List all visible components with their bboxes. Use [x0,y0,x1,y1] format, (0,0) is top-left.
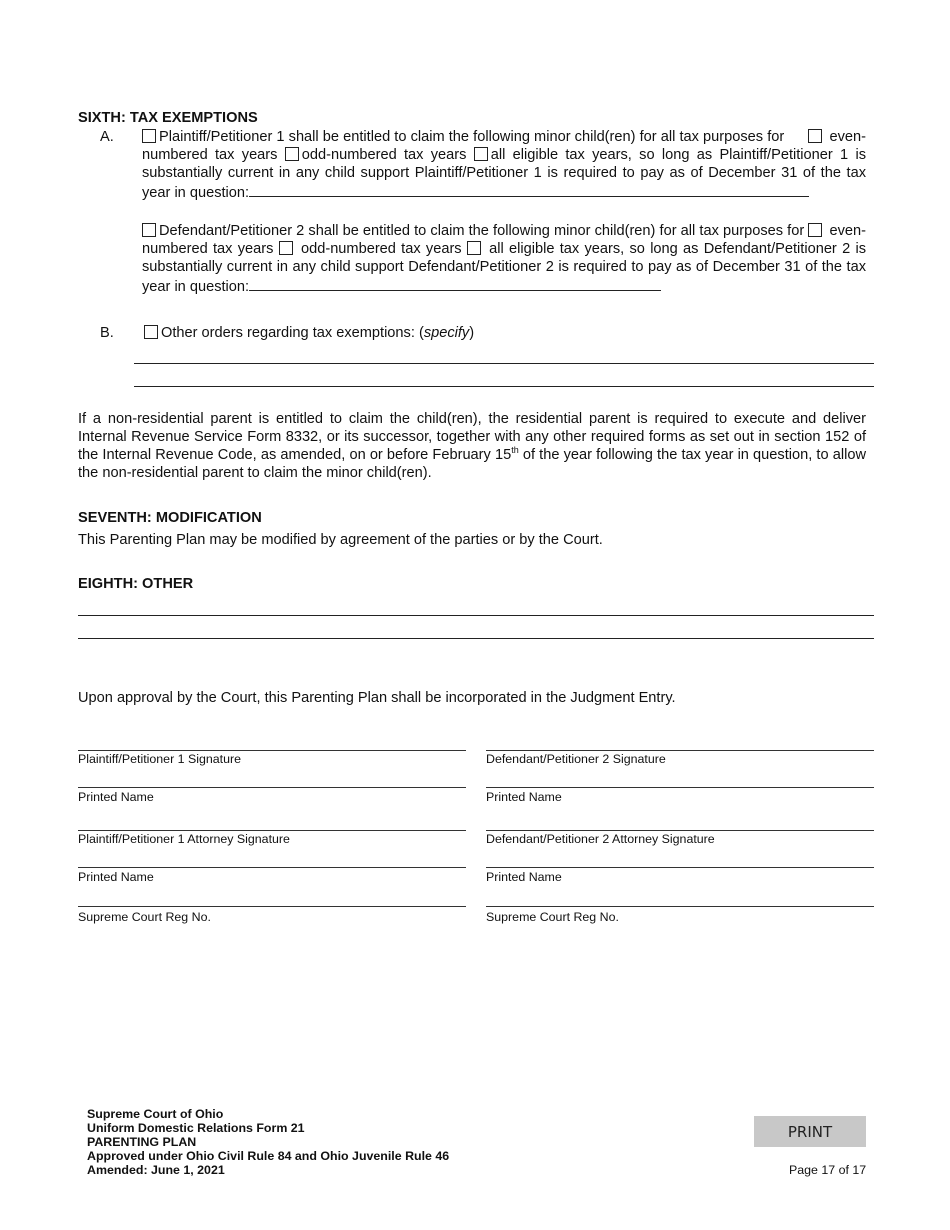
plaintiff-all-years-label: all eligible tax years, so long as Plaintiff/Petitioner 1 is substantially current in any child support Plaintiff/Petitioner 1 is required to pay as of December 31 of the tax year in question: [142,147,866,201]
defendant-all-years-label: all eligible tax years, so long as Defendant/Petitioner 2 is substantially current in any child support Defendant/Petitioner 2 is required to pay as of December 31 of the tax year in question: [142,241,866,295]
plaintiff-signature-line[interactable] [78,750,466,751]
defendant-signature-label: Defendant/Petitioner 2 Signature [486,752,666,766]
plaintiff-claim-text: Plaintiff/Petitioner 1 shall be entitled to claim the following minor child(ren) for all tax purposes for [159,129,785,145]
form-8332-paragraph [78,410,866,482]
defendant-claim-text: Defendant/Petitioner 2 shall be entitled to claim the following minor child(ren) for all tax purposes for [159,223,805,239]
defendant-even-years-checkbox[interactable] [808,223,822,237]
modification-text: This Parenting Plan may be modified by agreement of the parties or by the Court. [78,532,603,548]
plaintiff-all-years-checkbox[interactable] [474,147,488,161]
defendant-even-years-label: even-numbered tax years [142,223,867,257]
defendant-attorney-signature-label: Defendant/Petitioner 2 Attorney Signature [486,832,715,846]
section-sixth-heading: SIXTH: TAX EXEMPTIONS [78,110,258,126]
plaintiff-children-field[interactable] [249,182,809,197]
defendant-claim-checkbox[interactable] [142,223,156,237]
form-8332-text: If a non-residential parent is entitled to claim the child(ren), the residential parent is required to execute and deliver Internal Revenue Service Form 8332, or its successor, together with any other required forms as set out in section 152 of the Internal Revenue Code, as amended, on or before February 15 [78,411,866,463]
other-orders-close: ) [469,325,475,341]
plaintiff-odd-years-checkbox[interactable] [285,147,299,161]
specify-text: specify [423,325,470,341]
footer-amended: Amended: June 1, 2021 [87,1163,225,1177]
other-line-1[interactable] [78,615,874,616]
footer-approval: Approved under Ohio Civil Rule 84 and Ohio Juvenile Rule 46 [87,1149,450,1163]
plaintiff-even-years-checkbox[interactable] [808,129,822,143]
plaintiff-attorney-printed-name-label: Printed Name [78,870,154,884]
footer-form-number: Uniform Domestic Relations Form 21 [87,1121,305,1135]
form-8332-text-end: of the year following the tax year in question, to allow the non-residential parent to claim the minor child(ren). [78,447,866,481]
page-number: Page 17 of 17 [789,1163,867,1177]
other-orders-text: Other orders regarding tax exemptions: ( [161,325,424,341]
form-footer [87,1107,449,1177]
defendant-odd-years-label: odd-numbered tax years [300,241,462,257]
other-orders-row [144,324,474,342]
defendant-printed-name-label: Printed Name [486,790,562,804]
other-orders-checkbox[interactable] [144,325,158,339]
plaintiff-odd-years-label: odd-numbered tax years [301,147,467,163]
defendant-attorney-printed-name-label: Printed Name [486,870,562,884]
footer-form-title: PARENTING PLAN [87,1135,197,1149]
plaintiff-reg-no-label: Supreme Court Reg No. [78,910,211,924]
defendant-reg-no-line[interactable] [486,906,874,907]
section-eighth-heading: EIGHTH: OTHER [78,576,194,592]
approval-statement: Upon approval by the Court, this Parenting Plan shall be incorporated in the Judgment Entry. [78,690,676,706]
defendant-attorney-printed-name-line[interactable] [486,867,874,868]
other-line-2[interactable] [78,638,874,639]
other-orders-line-1[interactable] [134,363,874,364]
plaintiff-attorney-signature-line[interactable] [78,830,466,831]
tax-claim-plaintiff [142,128,866,202]
item-a-label: A. [100,129,114,145]
plaintiff-attorney-printed-name-line[interactable] [78,867,466,868]
item-b-label: B. [100,325,114,341]
plaintiff-claim-checkbox[interactable] [142,129,156,143]
defendant-attorney-signature-line[interactable] [486,830,874,831]
plaintiff-even-years-label: even-numbered tax years [142,129,866,163]
tax-claim-defendant [142,222,866,296]
plaintiff-reg-no-line[interactable] [78,906,466,907]
plaintiff-signature-label: Plaintiff/Petitioner 1 Signature [78,752,242,766]
plaintiff-printed-name-line[interactable] [78,787,466,788]
defendant-children-field[interactable] [249,276,661,291]
footer-court: Supreme Court of Ohio [87,1107,224,1121]
defendant-reg-no-label: Supreme Court Reg No. [486,910,619,924]
defendant-printed-name-line[interactable] [486,787,874,788]
superscript-th: th [511,445,519,455]
plaintiff-printed-name-label: Printed Name [78,790,154,804]
other-orders-line-2[interactable] [134,386,874,387]
plaintiff-attorney-signature-label: Plaintiff/Petitioner 1 Attorney Signature [78,832,290,846]
section-seventh-heading: SEVENTH: MODIFICATION [78,510,262,526]
defendant-odd-years-checkbox[interactable] [279,241,293,255]
defendant-all-years-checkbox[interactable] [467,241,481,255]
defendant-signature-line[interactable] [486,750,874,751]
print-button[interactable]: PRINT [754,1116,866,1147]
